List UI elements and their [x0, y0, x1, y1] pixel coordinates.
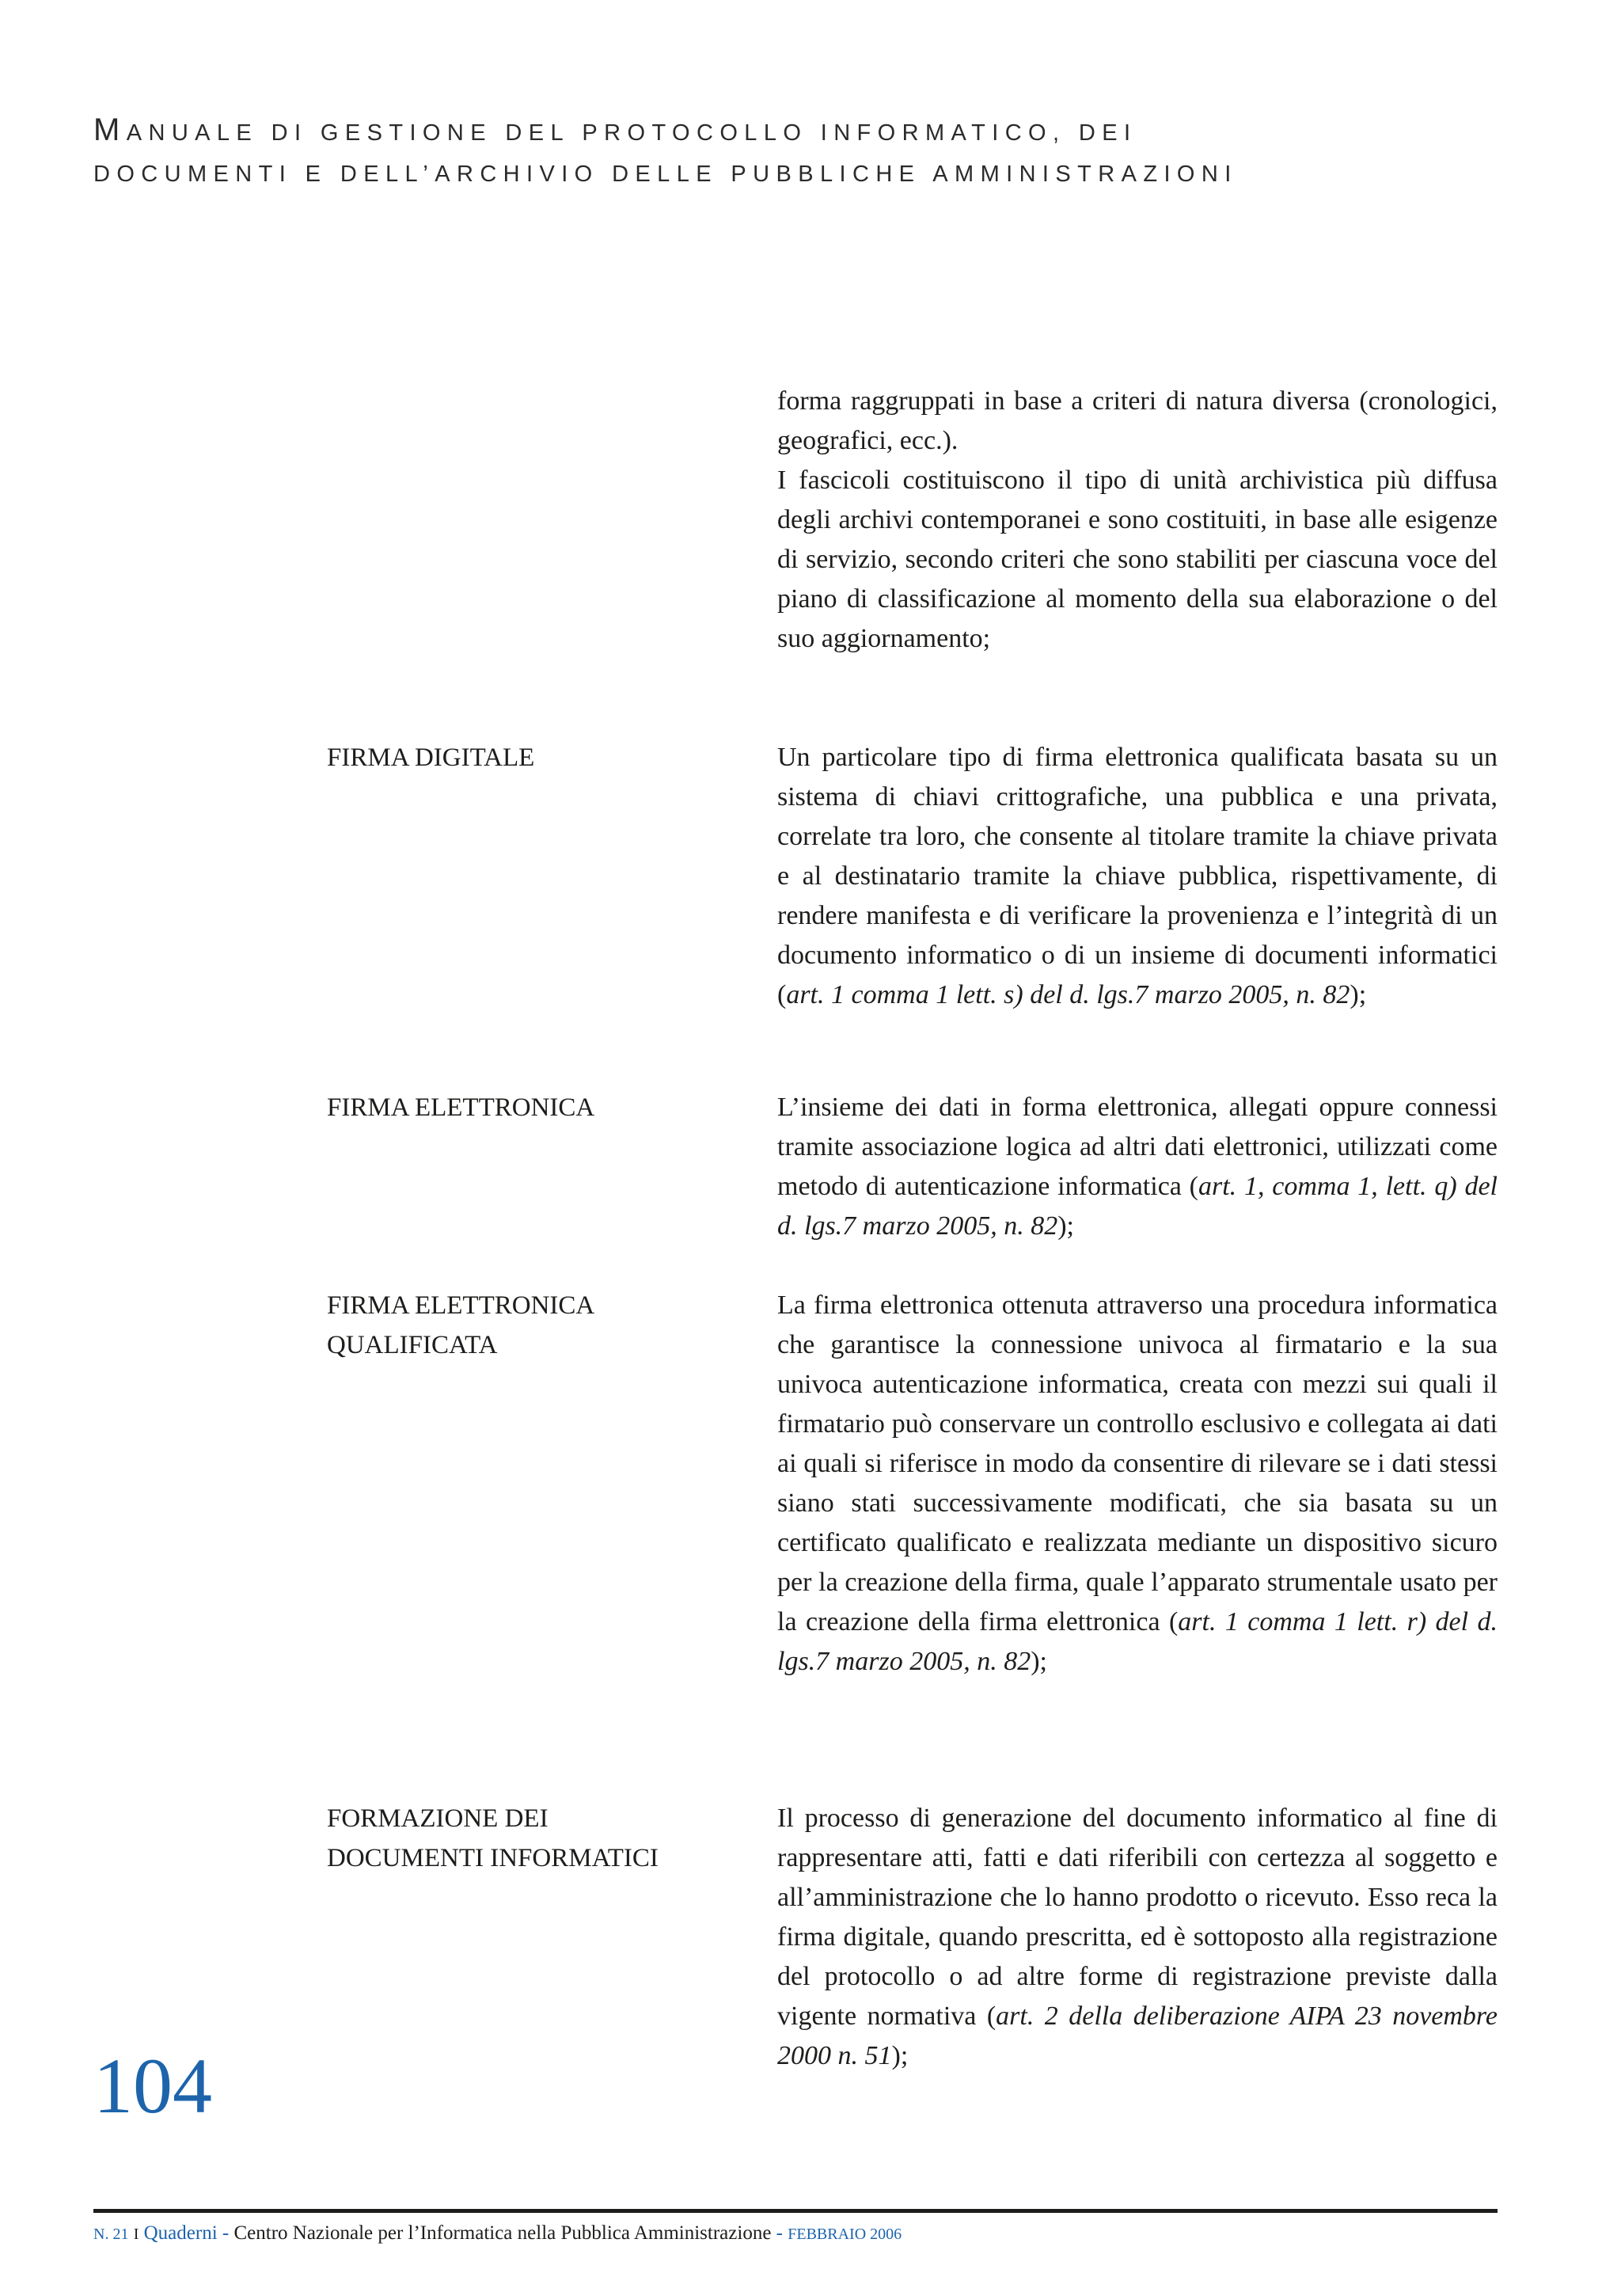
footer-series: Quaderni: [143, 2222, 218, 2244]
footer-date: FEBBRAIO 2006: [788, 2226, 902, 2243]
definition-firma-elettronica: [777, 1088, 1498, 1246]
running-header-line-2: DOCUMENTI E DELL’ARCHIVIO DELLE PUBBLICHE AMMINISTRAZIONI: [93, 162, 1238, 187]
footer-separator: I: [133, 2226, 139, 2243]
term-firma-elettronica: [327, 1088, 738, 1127]
definition-text: Un particolare tipo di firma elettronica qualificata basata su un sistema di chiavi crittografiche, una pubblica e una privata, correlate tra loro, che consente al titolare tramite la chiave privata e al destinatario tramite la chiave pubblica, rispettivamente, di rendere manifesta e di verificare la provenienza e l’integrità di un documento informatico o di un insieme di documenti informatici (: [777, 743, 1498, 1009]
page-number: 104: [93, 2042, 212, 2130]
legal-reference: art. 1, comma 1, lett. q) del d. lgs.7 marzo 2005, n. 82: [777, 1172, 1498, 1241]
definition-firma-digitale: [777, 738, 1498, 1015]
term-firma-elettronica-qualificata: [327, 1286, 738, 1365]
definition-tail: );: [1350, 980, 1367, 1009]
definition-tail: );: [891, 2041, 909, 2070]
footer-divider: [93, 2209, 1498, 2213]
term-line: DOCUMENTI INFORMATICI: [327, 1844, 659, 1872]
legal-reference: art. 1 comma 1 lett. s) del d. lgs.7 marzo 2005, n. 82: [786, 980, 1350, 1009]
continued-paragraph-2: I fascicoli costituiscono il tipo di unità archivistica più diffusa degli archivi contemporanei e sono costituiti, in base alle esigenze di servizio, secondo criteri che sono stabiliti per ciascuna voce del piano di classificazione al momento della sua elaborazione o del suo aggiornamento;: [777, 466, 1498, 653]
definition-tail: );: [1031, 1647, 1047, 1676]
running-header-initial: M: [93, 112, 127, 147]
term-line: FIRMA DIGITALE: [327, 743, 535, 772]
definition-text: L’insieme dei dati in forma elettronica, allegati oppure connessi tramite associazione logica ad altri dati elettronici, utilizzati come metodo di autenticazione informatica (: [777, 1093, 1498, 1201]
term-line: QUALIFICATA: [327, 1331, 498, 1359]
running-header-line-1-text: ANUALE DI GESTIONE DEL PROTOCOLLO INFORMATICO, DEI: [126, 120, 1137, 146]
footer-issue: N. 21: [93, 2226, 129, 2243]
legal-reference: art. 1 comma 1 lett. r) del d. lgs.7 marzo 2005, n. 82: [777, 1607, 1498, 1676]
definition-formazione-documenti-informatici: [777, 1799, 1498, 2076]
definition-text: Il processo di generazione del documento informatico al fine di rappresentare atti, fatti e dati riferibili con certezza al soggetto e all’amministrazione che lo hanno prodotto o ricevuto. Esso reca la firma digitale, quando prescritta, ed è sottoposto alla registrazione del protocollo o ad altre forme di registrazione previste dalla vigente normativa (: [777, 1804, 1498, 2031]
running-header-line-1: [93, 109, 1502, 154]
legal-reference: art. 2 della deliberazione AIPA 23 novembre 2000 n. 51: [777, 2001, 1498, 2070]
definition-firma-elettronica-qualificata: [777, 1286, 1498, 1682]
term-firma-digitale: [327, 738, 738, 777]
running-header: [93, 109, 1502, 195]
continued-paragraph-1: forma raggruppati in base a criteri di natura diversa (cronologici, geografici, ecc.).: [777, 386, 1498, 455]
page-footer: [93, 2218, 902, 2249]
footer-dash: -: [217, 2222, 234, 2244]
footer-center: Centro Nazionale per l’Informatica nella Pubblica Amministrazione: [233, 2222, 772, 2244]
term-line: FIRMA ELETTRONICA: [327, 1291, 595, 1320]
continued-definition: [777, 382, 1498, 659]
term-line: FORMAZIONE DEI: [327, 1804, 549, 1833]
term-line: FIRMA ELETTRONICA: [327, 1093, 595, 1122]
footer-dash: -: [771, 2222, 788, 2244]
term-formazione-documenti-informatici: [327, 1799, 738, 1878]
definition-tail: );: [1057, 1211, 1074, 1241]
definition-text: La firma elettronica ottenuta attraverso una procedura informatica che garantisce la connessione univoca al firmatario e la sua univoca autenticazione informatica, creata con mezzi sui quali il firmatario può conservare un controllo esclusivo e collegata ai dati ai quali si riferisce in modo da consentire di rilevare se i dati stessi siano stati successivamente modificati, che sia basata su un certificato qualificato e realizzata mediante un dispositivo sicuro per la creazione della firma, quale l’apparato strumentale usato per la creazione della firma elettronica (: [777, 1291, 1498, 1636]
